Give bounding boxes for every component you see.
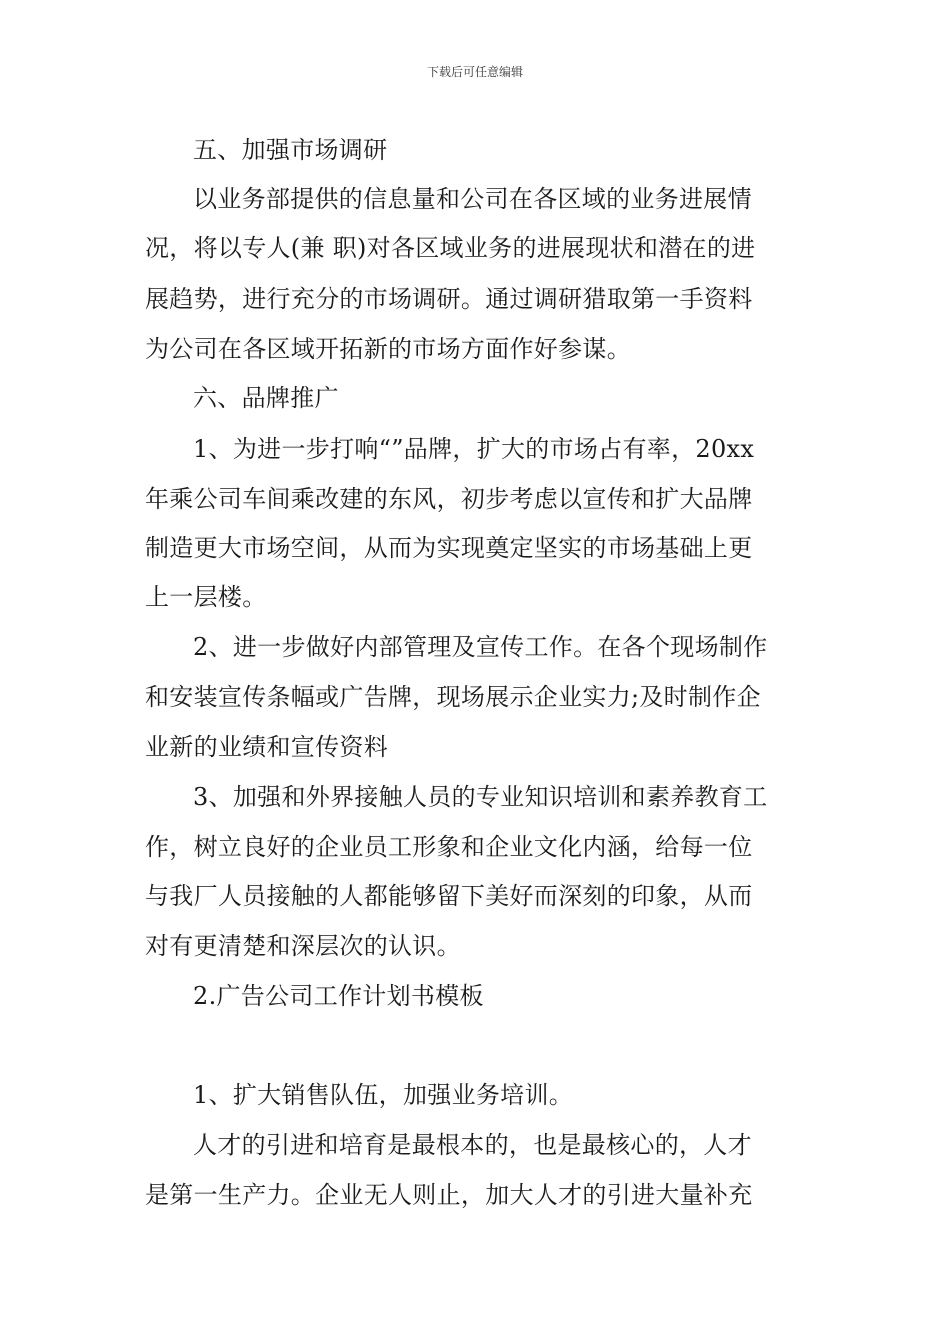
paragraph-line: 3、加强和外界接触人员的专业知识培训和素养教育工	[193, 783, 768, 811]
paragraph-line: 和安装宣传条幅或广告牌，现场展示企业实力;及时制作企	[145, 683, 761, 711]
paragraph-line: 是第一生产力。企业无人则止，加大人才的引进大量补充	[145, 1181, 753, 1209]
paragraph-line: 为公司在各区域开拓新的市场方面作好参谋。	[145, 335, 631, 363]
paragraph-line: 作，树立良好的企业员工形象和企业文化内涵，给每一位	[145, 833, 753, 861]
paragraph-line: 制造更大市场空间，从而为实现奠定坚实的市场基础上更	[145, 534, 753, 562]
paragraph-line: 2、进一步做好内部管理及宣传工作。在各个现场制作	[193, 633, 768, 661]
paragraph-line: 业新的业绩和宣传资料	[145, 733, 388, 761]
paragraph-line: 人才的引进和培育是最根本的，也是最核心的，人才	[193, 1131, 752, 1159]
paragraph-line: 以业务部提供的信息量和公司在各区域的业务进展情	[193, 185, 752, 213]
paragraph-line: 对有更清楚和深层次的认识。	[145, 932, 461, 960]
section-heading: 六、品牌推广	[193, 384, 339, 412]
paragraph-line: 年乘公司车间乘改建的东风，初步考虑以宣传和扩大品牌	[145, 485, 753, 513]
paragraph-line: 与我厂人员接触的人都能够留下美好而深刻的印象，从而	[145, 882, 753, 910]
section-heading: 五、加强市场调研	[193, 136, 388, 164]
paragraph-line: 展趋势，进行充分的市场调研。通过调研猎取第一手资料	[145, 285, 753, 313]
section-heading: 1、扩大销售队伍，加强业务培训。	[193, 1081, 574, 1109]
page-header: 下载后可任意编辑	[426, 65, 523, 79]
paragraph-line: 1、为进一步打响“”品牌，扩大的市场占有率，20xx	[193, 435, 755, 463]
paragraph-line: 况，将以专人(兼 职)对各区域业务的进展现状和潜在的进	[145, 234, 756, 262]
paragraph-line: 上一层楼。	[145, 583, 267, 611]
section-heading: 2.广告公司工作计划书模板	[193, 982, 484, 1010]
